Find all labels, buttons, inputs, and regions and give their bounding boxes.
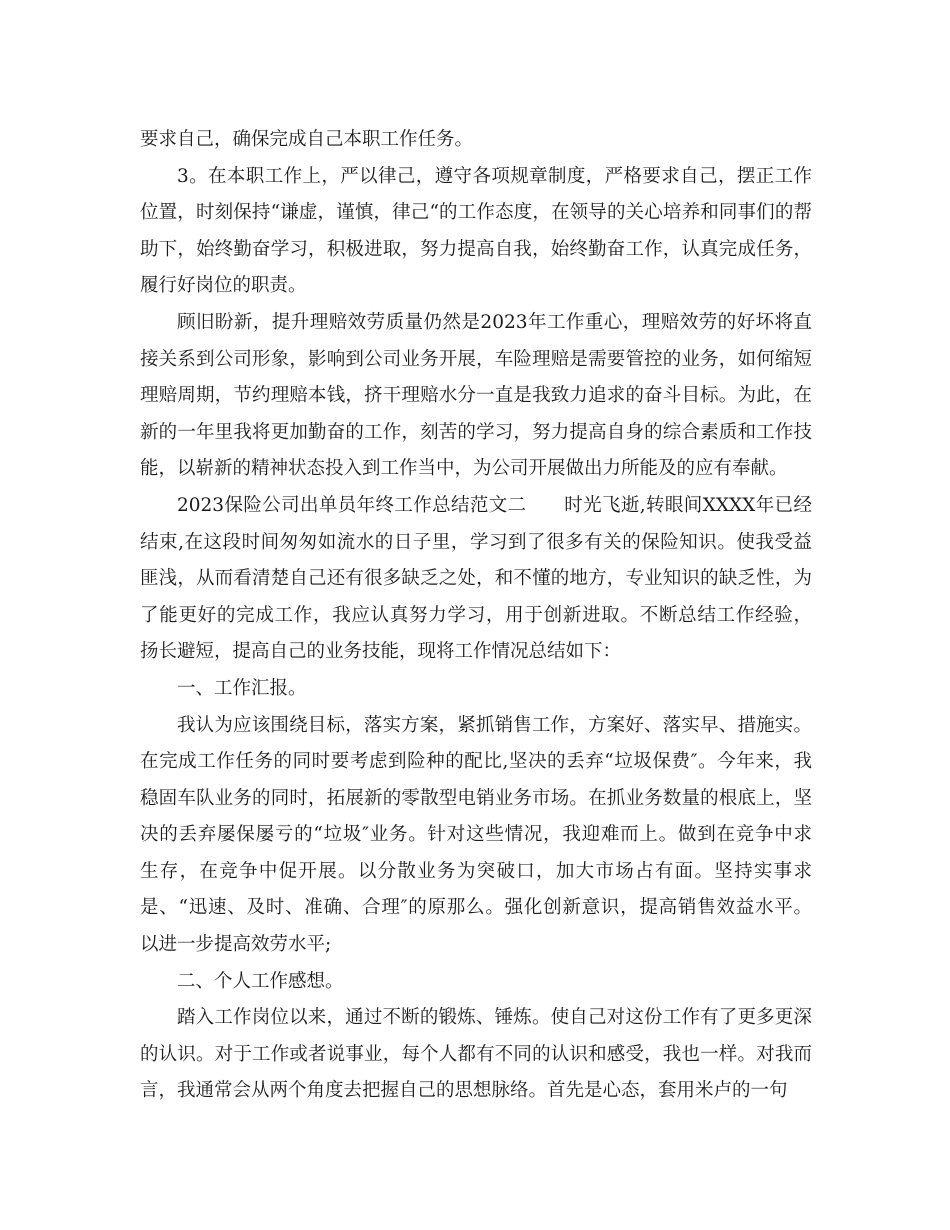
text-line: 理赔周期，节约理赔本钱，挤干理赔水分一直是我致力追求的奋斗目标。为此，在	[140, 385, 812, 407]
text-line: 以进一步提高效劳水平;	[140, 934, 332, 956]
text-line: 接关系到公司形象，影响到公司业务开展，车险理赔是需要管控的业务，如何缩短	[140, 348, 812, 370]
text-line: 2023保险公司出单员年终工作总结范文二 时光飞逝,转眼间XXXX年已经	[177, 494, 812, 516]
text-line: 在完成工作任务的同时要考虑到险种的配比,坚决的丢弃“垃圾保费″。今年来，我	[140, 751, 812, 773]
text-line: 扬长避短，提高自己的业务技能，现将工作情况总结如下：	[140, 641, 622, 663]
text-line: 了能更好的完成工作，我应认真努力学习，用于创新进取。不断总结工作经验，	[140, 604, 812, 626]
text-line: 顾旧盼新，提升理赔效劳质量仍然是2023年工作重心，理赔效劳的好坏将直	[177, 311, 812, 333]
document-body	[140, 122, 812, 1110]
text-line: 一、工作汇报。	[177, 677, 307, 699]
text-line: 新的一年里我将更加勤奋的工作，刻苦的学习，努力提高自身的综合素质和工作技	[140, 421, 812, 443]
text-line: 能，以崭新的精神状态投入到工作当中，为公司开展做出力所能及的应有奉献。	[140, 458, 788, 480]
text-line: 的认识。对于工作或者说事业，每个人都有不同的认识和感受，我也一样。对我而	[140, 1043, 812, 1065]
text-line: 助下，始终勤奋学习，积极进取，努力提高自我，始终勤奋工作，认真完成任务，	[140, 238, 812, 260]
text-line: 生存，在竞争中促开展。以分散业务为突破口，加大市场占有面。坚持实事求	[140, 860, 812, 882]
text-line: 决的丢弃屡保屡亏的“垃圾″业务。针对这些情况，我迎难而上。做到在竞争中求	[140, 824, 812, 846]
text-line: 我认为应该围绕目标，落实方案，紧抓销售工作，方案好、落实早、措施实。	[177, 714, 812, 736]
text-line: 匪浅，从而看清楚自己还有很多缺乏之处，和不懂的地方，专业知识的缺乏性，为	[140, 568, 812, 590]
text-line: 履行好岗位的职责。	[140, 275, 307, 297]
text-line: 稳固车队业务的同时，拓展新的零散型电销业务市场。在抓业务数量的根底上，坚	[140, 787, 812, 809]
text-line: 踏入工作岗位以来，通过不断的锻炼、锤炼。使自己对这份工作有了更多更深	[177, 1007, 812, 1029]
text-line: 二、个人工作感想。	[177, 970, 344, 992]
text-line: 是、“迅速、及时、准确、合理″的原那么。强化创新意识，提高销售效益水平。	[140, 897, 812, 919]
text-line: 3。在本职工作上，严以律己，遵守各项规章制度，严格要求自己，摆正工作	[177, 165, 812, 187]
text-line: 要求自己，确保完成自己本职工作任务。	[140, 129, 474, 150]
text-line: 结束,在这段时间匆匆如流水的日子里，学习到了很多有关的保险知识。使我受益	[140, 531, 812, 553]
text-line: 言，我通常会从两个角度去把握自己的思想脉络。首先是心态，套用米卢的一句	[140, 1080, 788, 1102]
text-line: 位置，时刻保持“谦虚，谨慎，律己“的工作态度，在领导的关心培养和同事们的帮	[140, 202, 812, 224]
